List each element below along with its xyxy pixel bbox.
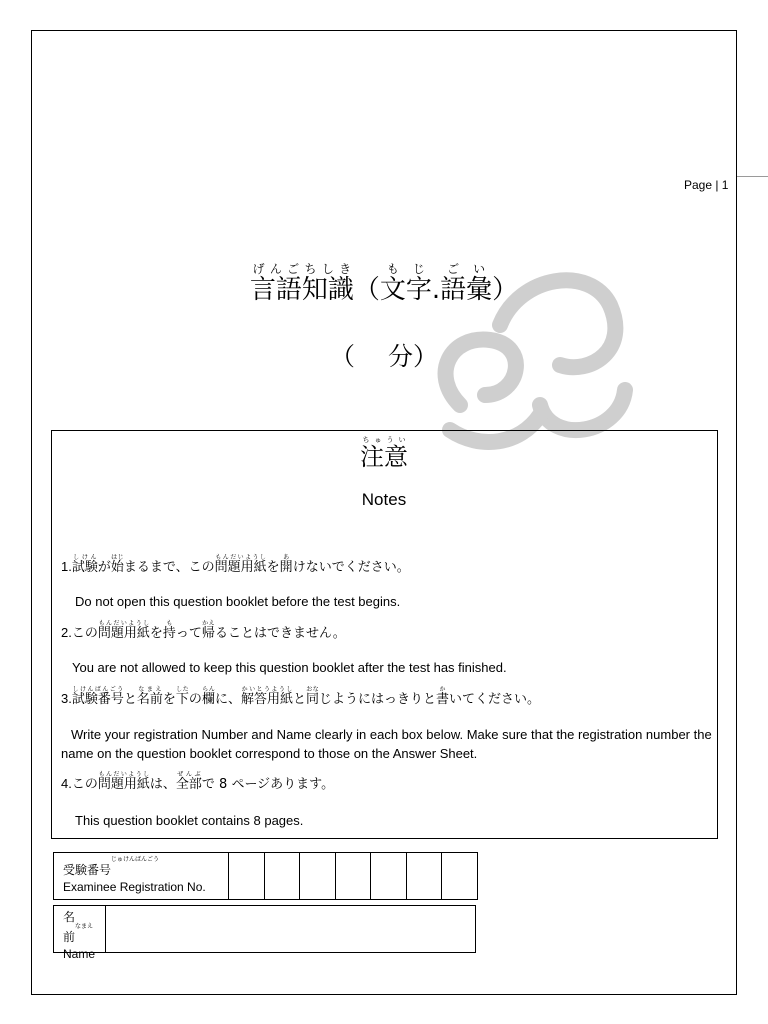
note-1-ruby-group: 試験しけん xyxy=(71,554,98,575)
note-4-english: This question booklet contains 8 pages. xyxy=(75,813,304,828)
note-3-text: いてください。 xyxy=(449,692,541,707)
name-input-box[interactable] xyxy=(106,906,475,952)
registration-label-jp: 受験番号じゅけんばんごう xyxy=(63,856,160,877)
title-text: （ xyxy=(353,275,380,305)
registration-digit-box[interactable] xyxy=(371,853,407,899)
registration-label-en: Examinee Registration No. xyxy=(63,880,206,895)
name-label-jp: 名前なまえ xyxy=(63,910,94,944)
note-3-text: の xyxy=(188,692,202,707)
registration-digit-box[interactable] xyxy=(442,853,477,899)
registration-digit-box[interactable] xyxy=(336,853,372,899)
note-4-ruby-group: 全部ぜんぶ xyxy=(175,771,202,792)
note-4-text: は、 xyxy=(149,777,176,792)
note-3-text: じようにはっきりと xyxy=(319,692,437,707)
note-3-ruby-group: 欄らん xyxy=(201,686,215,707)
registration-digit-box[interactable] xyxy=(265,853,301,899)
note-3-english: Write your registration Number and Name clearly in each box below. Make sure that the registration number the name on the question booklet correspond to those on the Answer Sheet. xyxy=(61,727,712,761)
exam-duration: （ 分） xyxy=(330,342,438,371)
note-2-ruby-group: 帰かえ xyxy=(201,620,215,641)
name-label xyxy=(54,906,106,962)
note-1-ruby-group: 問題用紙もんだいようし xyxy=(214,554,267,575)
note-number: 4. xyxy=(61,776,72,791)
note-2-text: って xyxy=(175,626,202,641)
note-1-japanese xyxy=(61,554,410,578)
note-3-ruby-group: 同おな xyxy=(306,686,320,707)
note-3-japanese xyxy=(61,686,540,710)
registration-label xyxy=(54,853,229,899)
header-rule xyxy=(737,176,768,177)
note-number: 3. xyxy=(61,691,72,706)
page-number: Page | 1 xyxy=(684,178,729,192)
note-3-ruby-group: 下した xyxy=(175,686,189,707)
note-2-english: You are not allowed to keep this question booklet after the test has finished. xyxy=(72,660,507,675)
note-2-ruby-group: 持も xyxy=(162,620,176,641)
note-1-ruby-group: 開あ xyxy=(279,554,293,575)
note-3-text: に、 xyxy=(214,692,241,707)
notes-heading-ruby: 注意ちゅうい xyxy=(360,436,408,471)
note-4-text: この xyxy=(71,777,98,792)
title-ruby-group: 言語知識げんごちしき xyxy=(249,262,354,305)
note-4-ruby-group: 問題用紙もんだいようし xyxy=(97,771,150,792)
name-table xyxy=(53,905,476,962)
note-2-text: ることはできません。 xyxy=(214,626,346,641)
title-ruby-group: 語彙ごい xyxy=(440,262,493,305)
note-2-text: を xyxy=(149,626,163,641)
note-1-text: を xyxy=(266,560,280,575)
note-3-text: と xyxy=(123,692,137,707)
note-4-text: で 8 ページあります。 xyxy=(201,777,335,792)
note-2-ruby-group: 問題用紙もんだいようし xyxy=(97,620,150,641)
note-3-ruby-group: 解答用紙かいとうようし xyxy=(240,686,293,707)
note-number: 1. xyxy=(61,559,72,574)
notes-english-heading: Notes xyxy=(361,490,407,509)
name-label-en: Name xyxy=(63,947,96,962)
notes-heading xyxy=(0,436,768,472)
note-number: 2. xyxy=(61,625,72,640)
note-1-text: まるまで、この xyxy=(123,560,215,575)
registration-digit-box[interactable] xyxy=(229,853,265,899)
title-text: . xyxy=(431,275,441,305)
note-3-text: を xyxy=(162,692,176,707)
note-1-english: Do not open this question booklet before the test begins. xyxy=(75,594,401,609)
registration-number-table xyxy=(53,852,478,900)
registration-digit-box[interactable] xyxy=(300,853,336,899)
note-1-ruby-group: 始はじ xyxy=(110,554,124,575)
note-3-ruby-group: 書か xyxy=(436,686,450,707)
note-1-text: が xyxy=(97,560,111,575)
note-2-text: この xyxy=(71,626,98,641)
note-4-japanese xyxy=(61,771,334,795)
note-1-text: けないでください。 xyxy=(292,560,410,575)
title-text: ） xyxy=(492,275,519,305)
title-ruby-group: 文字もじ xyxy=(379,262,432,305)
note-3-ruby-group: 試験番号しけんばんごう xyxy=(71,686,124,707)
note-3-ruby-group: 名前なまえ xyxy=(136,686,163,707)
note-2-japanese xyxy=(61,620,346,644)
exam-title xyxy=(0,262,768,308)
registration-digit-box[interactable] xyxy=(407,853,443,899)
note-3-text: と xyxy=(292,692,306,707)
